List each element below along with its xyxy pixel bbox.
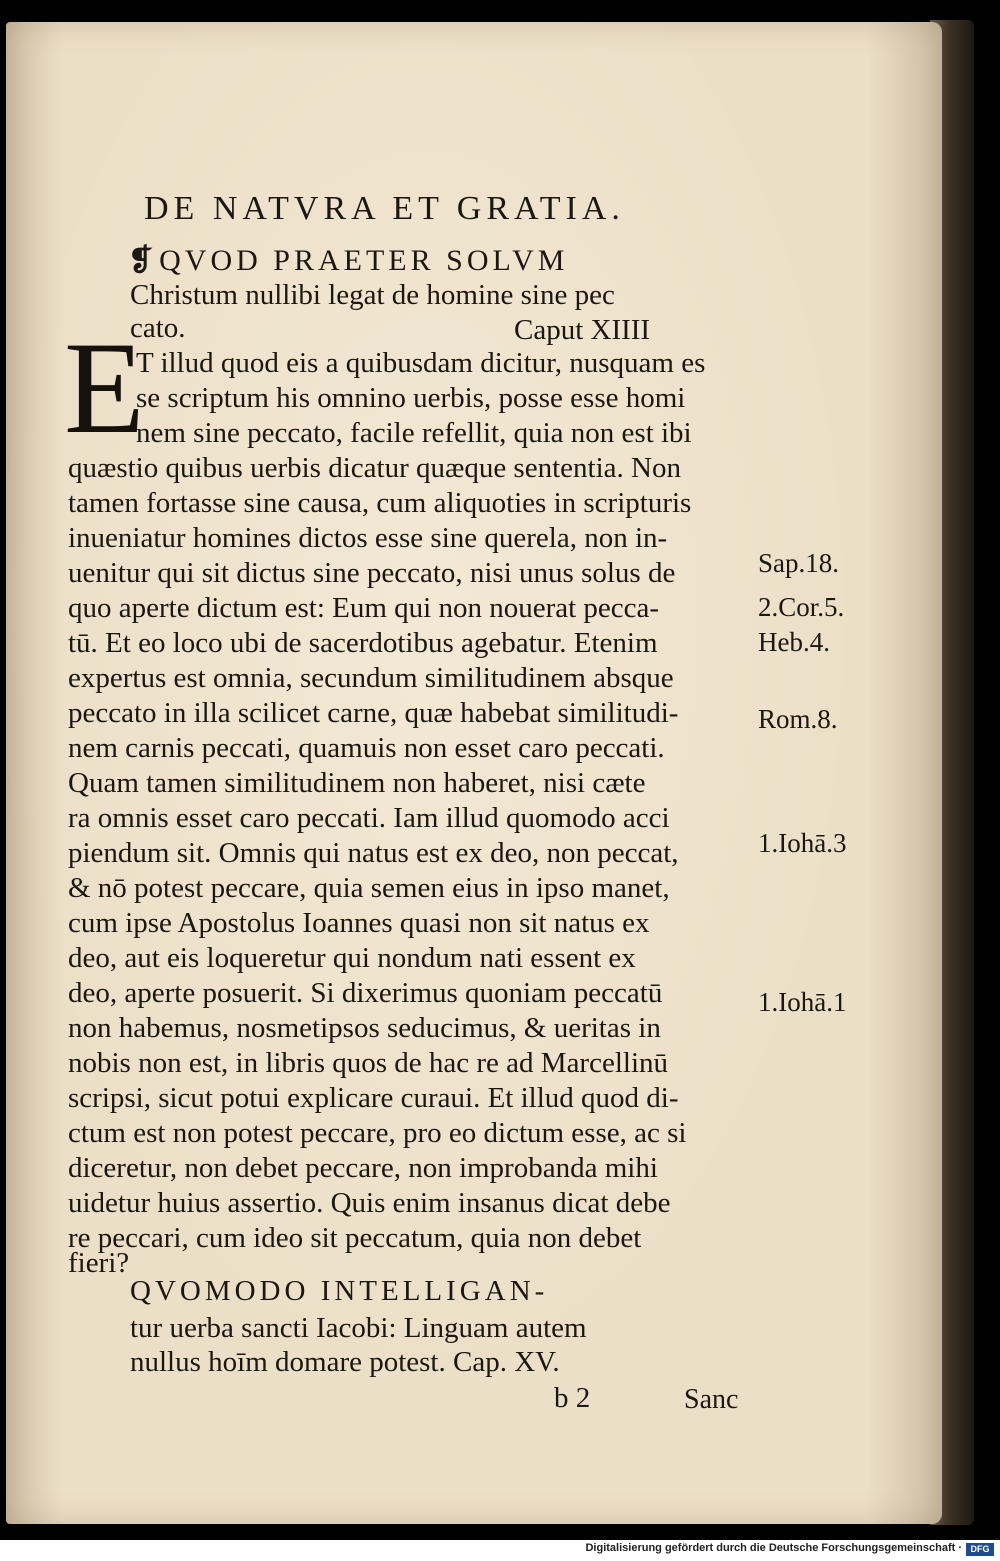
signature-mark: b 2 xyxy=(554,1382,591,1414)
body-line: nobis non est, in libris quos de hac re ad Marcellinū xyxy=(68,1047,669,1079)
second-chapter-heading-line: nullus hoīm domare potest. Cap. XV. xyxy=(130,1346,560,1378)
second-chapter-heading-title: QVOMODO INTELLIGAN- xyxy=(130,1275,549,1307)
pilcrow-icon: ❡ xyxy=(128,244,154,277)
body-line: expertus est omnia, secundum similitudinem absque xyxy=(68,662,674,694)
body-line: quo aperte dictum est: Eum qui non nouerat pecca- xyxy=(68,592,660,624)
body-line: re peccari, cum ideo sit peccatum, quia non debet xyxy=(68,1222,642,1254)
body-line: tū. Et eo loco ubi de sacerdotibus agebatur. Etenim xyxy=(68,627,658,659)
chapter-label: Caput XIIII xyxy=(514,314,651,346)
body-line: nem carnis peccati, quamuis non esset caro peccati. xyxy=(68,732,665,764)
chapter-heading-line: cato. xyxy=(130,312,186,344)
body-line: diceretur, non debet peccare, non improbanda mihi xyxy=(68,1152,658,1184)
body-line: ctum est non potest peccare, pro eo dictum esse, ac si xyxy=(68,1117,687,1149)
body-line: deo, aperte posuerit. Si dixerimus quoniam peccatū xyxy=(68,977,663,1009)
marginal-note: Rom.8. xyxy=(758,704,838,734)
body-line: nem sine peccato, facile refellit, quia non est ibi xyxy=(136,417,692,449)
dfg-logo-icon: DFG xyxy=(966,1543,994,1556)
body-line: tamen fortasse sine causa, cum aliquoties in scripturis xyxy=(68,487,692,519)
body-line: scripsi, sicut potui explicare curaui. Et illud quod di- xyxy=(68,1082,679,1114)
marginal-note: 1.Iohā.1 xyxy=(758,987,847,1017)
marginal-note: Sap.18. xyxy=(758,548,839,578)
body-line: uenitur qui sit dictus sine peccato, nisi unus solus de xyxy=(68,557,676,589)
body-line: & nō potest peccare, quia semen eius in ipso manet, xyxy=(68,872,670,904)
chapter-heading-line: Christum nullibi legat de homine sine pec xyxy=(130,279,615,311)
chapter-heading-title xyxy=(128,243,568,278)
body-line: fieri? xyxy=(68,1247,130,1279)
marginal-note: Heb.4. xyxy=(758,627,830,657)
body-line: uidetur huius assertio. Quis enim insanus dicat debe xyxy=(68,1187,671,1219)
second-chapter-heading-line: tur uerba sancti Iacobi: Linguam autem xyxy=(130,1312,587,1344)
catchword: Sanc xyxy=(684,1384,739,1415)
body-line: deo, aut eis loqueretur qui nondum nati essent ex xyxy=(68,942,636,974)
body-line: peccato in illa scilicet carne, quæ habebat similitudi- xyxy=(68,697,679,729)
running-head: DE NATVRA ET GRATIA. xyxy=(144,190,625,227)
footer-credit: Digitalisierung gefördert durch die Deutsche Forschungsgemeinschaft · xyxy=(585,1542,962,1554)
body-line: inueniatur homines dictos esse sine querela, non in- xyxy=(68,522,668,554)
marginal-note: 2.Cor.5. xyxy=(758,592,845,622)
body-line: cum ipse Apostolus Ioannes quasi non sit natus ex xyxy=(68,907,650,939)
body-line: non habemus, nosmetipsos seducimus, & ueritas in xyxy=(68,1012,661,1044)
body-line: piendum sit. Omnis qui natus est ex deo, non peccat, xyxy=(68,837,679,869)
body-line: T illud quod eis a quibusdam dicitur, nusquam es xyxy=(136,347,706,379)
body-line: quæstio quibus uerbis dicatur quæque sententia. Non xyxy=(68,452,681,484)
body-line: ra omnis esset caro peccati. Iam illud quomodo acci xyxy=(68,802,670,834)
body-line: se scriptum his omnino uerbis, posse esse homi xyxy=(136,382,686,414)
marginal-note: 1.Iohā.3 xyxy=(758,828,847,858)
body-line: Quam tamen similitudinem non haberet, nisi cæte xyxy=(68,767,646,799)
book-page xyxy=(6,22,942,1524)
drop-cap: E xyxy=(64,314,145,461)
chapter-heading-title-text: QVOD PRAETER SOLVM xyxy=(159,244,569,277)
